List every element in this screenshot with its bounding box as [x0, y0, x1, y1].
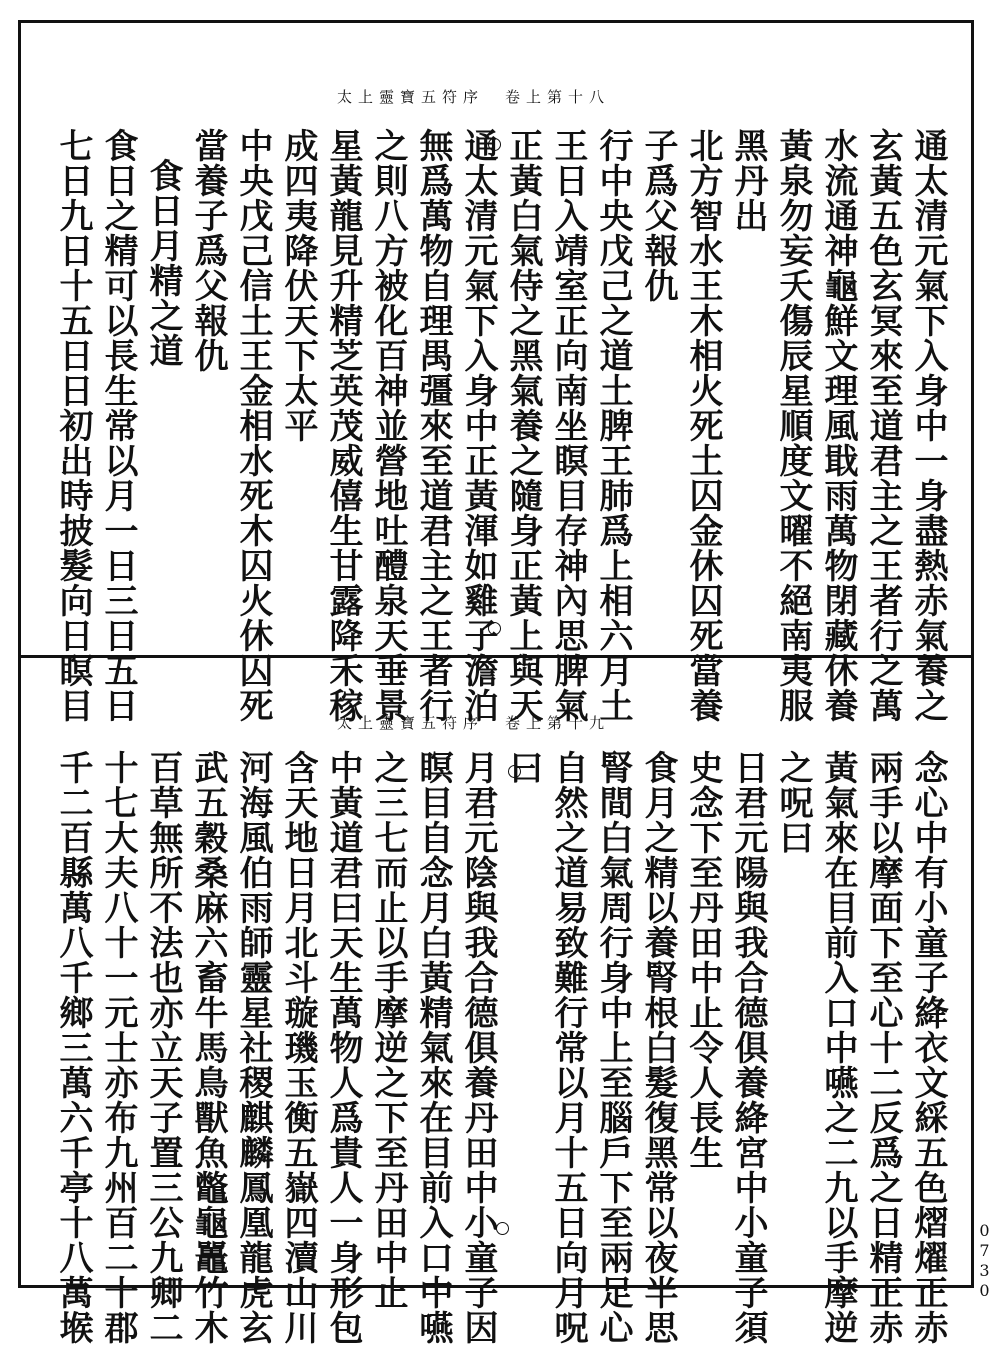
lower-text-column: 中黃道君曰天生萬物人爲貴人一身形包	[323, 750, 363, 1345]
upper-text-column: 七日九日十五日日初出時披髮向日瞑目	[53, 128, 93, 723]
upper-text-column: 之則八方被化百神並營地吐醴泉天垂景	[368, 128, 408, 723]
lower-text-column: 含天地日月北斗璇璣玉衡五嶽四瀆山川	[278, 750, 318, 1345]
lower-text-column: 武五穀桑麻六畜牛馬鳥獸魚鼈龜鼉竹木	[188, 750, 228, 1345]
lower-text-column: 腎間白氣周行身中上至腦戶下至兩足心	[593, 750, 633, 1345]
upper-text-column: 水流通神龜鮮文理風戢雨萬物閉藏休養	[818, 128, 858, 723]
lower-text-column: 念心中有小童子絳衣文綵五色熠燿正赤	[908, 750, 948, 1345]
lower-text-column: 兩手以摩面下至心十二反爲之日精正赤	[863, 750, 903, 1345]
lower-text-column: 之呪曰	[773, 750, 813, 855]
upper-text-column: 玄黃五色玄冥來至道君主之王者行之萬	[863, 128, 903, 723]
upper-text-column: 正黃白氣侍之黑氣養之隨身正黃上與天	[503, 128, 543, 723]
upper-text-column: 食日月精之道	[143, 158, 183, 368]
upper-text-column: 黑丹出	[728, 128, 768, 233]
upper-text-column: 通太清元氣下入身中正黃渾如雞子澹泊	[458, 128, 498, 723]
upper-text-column: 王日入靖室正向南坐瞑目存神內思脾氣	[548, 128, 588, 723]
lower-text-column: 自然之道易致難行常以月十五日向月呪	[548, 750, 588, 1345]
lower-text-column: 十七大夫八十一元士亦布九州百二十郡	[98, 750, 138, 1345]
lower-text-columns	[50, 750, 950, 1345]
lower-text-column: 日君元陽與我合德俱養絳宮中小童子須	[728, 750, 768, 1345]
lower-running-header: 太上靈寶五符序 卷上第十九	[336, 714, 610, 732]
punctuation-circle	[496, 1222, 509, 1235]
upper-text-column: 中央戊己信土王金相水死木囚火休囚死	[233, 128, 273, 723]
lower-text-column: 千二百縣萬八千鄉三萬六千亭十八萬堠	[53, 750, 93, 1345]
punctuation-circle	[508, 765, 521, 778]
upper-text-column: 北方智水王木相火死土囚金休囚死當養	[683, 128, 723, 723]
lower-text-column: 月君元陰與我合德俱養丹田中小童子因	[458, 750, 498, 1345]
upper-text-column: 無爲萬物自理禺彊來至道君主之王者行	[413, 128, 453, 723]
page-number: 0730	[975, 1221, 994, 1301]
lower-text-column: 食月之精以養腎根白髮復黑常以夜半思	[638, 750, 678, 1345]
lower-text-column: 之三七而止以手摩逆之下至丹田中止	[368, 750, 408, 1310]
punctuation-circle	[488, 138, 501, 151]
upper-running-header: 太上靈寶五符序 卷上第十八	[336, 88, 610, 106]
lower-text-column: 河海風伯雨師靈星社稷麒麟鳳凰龍虎玄	[233, 750, 273, 1345]
punctuation-circle	[488, 622, 501, 635]
upper-text-column: 成四夷降伏天下太平	[278, 128, 318, 443]
lower-text-column: 黃氣來在目前入口中嚥之二九以手摩逆	[818, 750, 858, 1345]
upper-text-column: 黃泉勿妄夭傷辰星順度文曜不絕南夷服	[773, 128, 813, 723]
lower-text-column: 瞑目自念月白黃精氣來在目前入口中嚥	[413, 750, 453, 1345]
lower-folio	[40, 662, 950, 1345]
upper-text-column: 通太清元氣下入身中一身盡熱赤氣養之	[908, 128, 948, 723]
lower-text-column: 曰	[503, 750, 543, 785]
upper-text-column: 食日之精可以長生常以月一日三日五日	[98, 128, 138, 723]
lower-text-column: 百草無所不法也亦立天子置三公九卿二	[143, 750, 183, 1345]
upper-text-column: 子爲父報仇	[638, 128, 678, 303]
upper-text-column: 星黃龍見升精芝英茂威僖生甘露降禾稼	[323, 128, 363, 723]
upper-text-column: 當養子爲父報仇	[188, 128, 228, 373]
upper-text-column: 行中央戊己之道土脾王肺爲上相六月土	[593, 128, 633, 723]
lower-text-column: 史念下至丹田中止令人長生	[683, 750, 723, 1170]
